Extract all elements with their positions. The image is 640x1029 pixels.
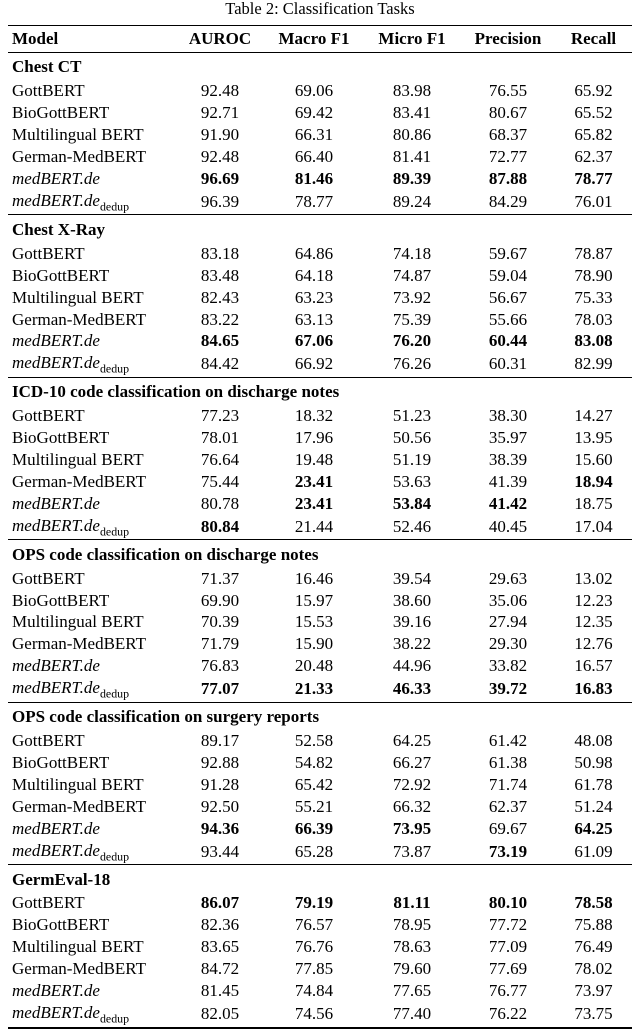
metric-value: 92.48: [200, 81, 240, 101]
metric-value: 83.18: [200, 243, 240, 263]
metric-value: 75.39: [392, 309, 432, 329]
metric-value: 73.87: [392, 841, 432, 861]
section-title: Chest CT: [8, 52, 632, 80]
table-body: [8, 52, 632, 1027]
metric-value: 80.86: [392, 125, 432, 145]
metric-value: 81.11: [393, 893, 431, 913]
table-row: [8, 81, 632, 103]
metric-value: 71.79: [200, 634, 240, 654]
model-name: Multilingual BERT: [12, 774, 144, 794]
metric-value: 61.38: [488, 752, 528, 772]
metric-value: 76.22: [488, 1004, 528, 1024]
model-name: BioGottBERT: [12, 103, 110, 123]
table-row: [8, 353, 632, 378]
table-row: [8, 449, 632, 471]
metric-value: 63.23: [294, 287, 334, 307]
metric-value: 82.05: [200, 1004, 240, 1024]
model-name-text: medBERT.de: [12, 678, 100, 698]
table-row: [8, 103, 632, 125]
metric-value: 13.02: [574, 568, 613, 588]
metric-value: 46.33: [392, 679, 432, 699]
model-name: [8, 656, 175, 678]
table-row: [8, 678, 632, 703]
model-name: GottBERT: [12, 893, 85, 913]
table-row: [8, 406, 632, 428]
metric-value: 74.84: [294, 981, 334, 1001]
metric-value: 78.63: [392, 937, 432, 957]
metric-value: 76.83: [200, 656, 240, 676]
model-name: Multilingual BERT: [12, 450, 144, 470]
metric-value: 96.69: [200, 168, 240, 188]
metric-value: 77.23: [200, 406, 240, 426]
metric-value: 79.19: [294, 893, 334, 913]
metric-value: 92.50: [200, 796, 240, 816]
metric-value: 21.33: [294, 679, 334, 699]
table-row: [8, 331, 632, 353]
metric-value: 73.92: [392, 287, 432, 307]
metric-value: 82.36: [200, 915, 240, 935]
metric-value: 84.65: [200, 331, 240, 351]
table-row: [8, 125, 632, 147]
metric-value: 80.10: [488, 893, 528, 913]
metric-value: 81.41: [392, 147, 432, 167]
section-title: ICD-10 code classification on discharge notes: [8, 377, 632, 405]
section-header-row: [8, 52, 632, 80]
table-row: [8, 959, 632, 981]
metric-value: 70.39: [200, 612, 240, 632]
metric-value: 74.56: [294, 1004, 334, 1024]
metric-value: 78.01: [200, 428, 240, 448]
metric-value: 77.09: [488, 937, 528, 957]
metric-value: 51.23: [392, 406, 432, 426]
table-row: [8, 730, 632, 752]
metric-value: 76.20: [392, 331, 432, 351]
table-row: [8, 634, 632, 656]
metric-value: 77.07: [200, 679, 240, 699]
metric-value: 80.78: [200, 493, 240, 513]
model-name-text: medBERT.de: [12, 840, 100, 860]
section-title: GermEval-18: [8, 865, 632, 893]
metric-value: 76.57: [294, 915, 334, 935]
model-name-subscript: dedup: [99, 686, 130, 701]
metric-value: 96.39: [200, 191, 240, 211]
metric-value: 87.88: [488, 168, 528, 188]
model-name-subscript: dedup: [99, 361, 130, 376]
metric-value: 41.39: [488, 471, 528, 491]
metric-value: 52.58: [294, 731, 334, 751]
section-header-row: [8, 377, 632, 405]
metric-value: 15.60: [574, 450, 613, 470]
metric-value: 64.25: [392, 731, 432, 751]
column-header-model: Model: [12, 28, 59, 48]
metric-value: 83.41: [392, 103, 432, 123]
metric-value: 65.42: [294, 774, 334, 794]
metric-value: 68.37: [488, 125, 528, 145]
metric-value: 81.46: [294, 168, 334, 188]
metric-value: 35.97: [488, 428, 528, 448]
metric-value: 18.32: [294, 406, 334, 426]
metric-value: 84.29: [488, 191, 528, 211]
table-row: [8, 265, 632, 287]
classification-results-table: [8, 25, 632, 1029]
metric-value: 64.25: [574, 818, 613, 838]
metric-value: 56.67: [488, 287, 528, 307]
model-name: BioGottBERT: [12, 915, 110, 935]
model-name: BioGottBERT: [12, 428, 110, 448]
model-name: Multilingual BERT: [12, 937, 144, 957]
metric-value: 38.30: [488, 406, 528, 426]
model-name-text: medBERT.de: [12, 190, 100, 210]
table-row: [8, 309, 632, 331]
metric-value: 91.28: [200, 774, 240, 794]
metric-value: 52.46: [392, 516, 432, 536]
metric-value: 12.35: [574, 612, 613, 632]
table-row: [8, 981, 632, 1003]
model-name: [8, 981, 175, 1003]
metric-value: 21.44: [294, 516, 334, 536]
model-name-subscript: dedup: [99, 1011, 130, 1026]
metric-value: 55.66: [488, 309, 528, 329]
metric-value: 51.24: [574, 796, 613, 816]
metric-value: 29.63: [488, 568, 528, 588]
metric-value: 78.58: [574, 893, 613, 913]
table-row: [8, 840, 632, 865]
metric-value: 38.39: [488, 450, 528, 470]
table-row: [8, 752, 632, 774]
model-name: Multilingual BERT: [12, 125, 144, 145]
metric-value: 73.97: [574, 981, 613, 1001]
model-name-text: medBERT.de: [12, 331, 100, 351]
model-name: [8, 678, 175, 703]
metric-value: 76.26: [392, 354, 432, 374]
table-row: [8, 796, 632, 818]
model-name: German-MedBERT: [12, 959, 146, 979]
metric-value: 83.98: [392, 81, 432, 101]
metric-value: 23.41: [294, 493, 334, 513]
metric-value: 53.63: [392, 471, 432, 491]
metric-value: 41.42: [488, 493, 528, 513]
metric-value: 66.27: [392, 752, 432, 772]
metric-value: 84.72: [200, 959, 240, 979]
metric-value: 78.03: [574, 309, 613, 329]
table-row: [8, 937, 632, 959]
metric-value: 89.39: [392, 168, 432, 188]
metric-value: 63.13: [294, 309, 334, 329]
metric-value: 60.31: [488, 354, 528, 374]
metric-value: 72.92: [392, 774, 432, 794]
section-header-row: [8, 865, 632, 893]
metric-value: 86.07: [200, 893, 240, 913]
metric-value: 16.46: [294, 568, 334, 588]
metric-value: 66.39: [294, 818, 334, 838]
metric-value: 55.21: [294, 796, 334, 816]
model-name-text: medBERT.de: [12, 353, 100, 373]
model-name: GottBERT: [12, 568, 85, 588]
metric-value: 91.90: [200, 125, 240, 145]
metric-value: 15.97: [294, 590, 334, 610]
model-name-text: medBERT.de: [12, 1003, 100, 1023]
model-name-text: medBERT.de: [12, 515, 100, 535]
metric-value: 74.18: [392, 243, 432, 263]
metric-value: 89.24: [392, 191, 432, 211]
metric-value: 76.55: [488, 81, 528, 101]
table-row: [8, 471, 632, 493]
column-header-precision: Precision: [474, 28, 542, 48]
model-name: GottBERT: [12, 81, 85, 101]
column-header-auroc: AUROC: [188, 28, 252, 48]
metric-value: 51.19: [392, 450, 432, 470]
section-header-row: [8, 540, 632, 568]
metric-value: 64.86: [294, 243, 334, 263]
metric-value: 44.96: [392, 656, 432, 676]
metric-value: 77.69: [488, 959, 528, 979]
column-header-recall: Recall: [570, 28, 617, 48]
metric-value: 62.37: [488, 796, 528, 816]
metric-value: 89.17: [200, 731, 240, 751]
table-row: [8, 493, 632, 515]
metric-value: 16.83: [574, 679, 613, 699]
table-row: [8, 1003, 632, 1028]
model-name: [8, 190, 175, 215]
metric-value: 19.48: [294, 450, 334, 470]
metric-value: 72.77: [488, 147, 528, 167]
metric-value: 12.76: [574, 634, 613, 654]
model-name: [8, 515, 175, 540]
table-row: [8, 515, 632, 540]
model-name: Multilingual BERT: [12, 612, 144, 632]
model-name: [8, 168, 175, 190]
metric-value: 76.01: [574, 191, 613, 211]
model-name: GottBERT: [12, 731, 85, 751]
metric-value: 73.95: [392, 818, 432, 838]
model-name: [8, 493, 175, 515]
metric-value: 76.49: [574, 937, 613, 957]
metric-value: 74.87: [392, 265, 432, 285]
table-row: [8, 774, 632, 796]
metric-value: 61.42: [488, 731, 528, 751]
metric-value: 66.31: [294, 125, 334, 145]
metric-value: 16.57: [574, 656, 613, 676]
metric-value: 92.71: [200, 103, 240, 123]
metric-value: 80.67: [488, 103, 528, 123]
model-name: German-MedBERT: [12, 634, 146, 654]
table-row: [8, 915, 632, 937]
metric-value: 48.08: [574, 731, 613, 751]
metric-value: 18.94: [574, 471, 613, 491]
metric-value: 65.82: [574, 125, 613, 145]
model-name: Multilingual BERT: [12, 287, 144, 307]
model-name-text: medBERT.de: [12, 818, 100, 838]
metric-value: 35.06: [488, 590, 528, 610]
metric-value: 92.48: [200, 147, 240, 167]
metric-value: 92.88: [200, 752, 240, 772]
model-name: German-MedBERT: [12, 147, 146, 167]
metric-value: 17.04: [574, 516, 613, 536]
metric-value: 66.40: [294, 147, 334, 167]
column-header-macro-f1: Macro F1: [278, 28, 350, 48]
model-name: [8, 353, 175, 378]
metric-value: 15.90: [294, 634, 334, 654]
metric-value: 77.85: [294, 959, 334, 979]
metric-value: 76.76: [294, 937, 334, 957]
model-name: [8, 331, 175, 353]
model-name: GottBERT: [12, 243, 85, 263]
metric-value: 71.37: [200, 568, 240, 588]
model-name: [8, 840, 175, 865]
metric-value: 67.06: [294, 331, 334, 351]
metric-value: 61.78: [574, 774, 613, 794]
metric-value: 80.84: [200, 516, 240, 536]
metric-value: 77.40: [392, 1004, 432, 1024]
metric-value: 27.94: [488, 612, 528, 632]
model-name: BioGottBERT: [12, 265, 110, 285]
metric-value: 66.92: [294, 354, 334, 374]
metric-value: 75.44: [200, 471, 240, 491]
model-name: [8, 818, 175, 840]
model-name: BioGottBERT: [12, 752, 110, 772]
metric-value: 73.19: [488, 841, 528, 861]
table-row: [8, 893, 632, 915]
metric-value: 81.45: [200, 981, 240, 1001]
section-header-row: [8, 215, 632, 243]
metric-value: 73.75: [574, 1004, 613, 1024]
table-row: [8, 168, 632, 190]
metric-value: 53.84: [392, 493, 432, 513]
metric-value: 12.23: [574, 590, 613, 610]
metric-value: 71.74: [488, 774, 528, 794]
table-row: [8, 287, 632, 309]
metric-value: 78.90: [574, 265, 613, 285]
metric-value: 50.98: [574, 752, 613, 772]
table-row: [8, 146, 632, 168]
metric-value: 38.22: [392, 634, 432, 654]
metric-value: 75.33: [574, 287, 613, 307]
metric-value: 77.72: [488, 915, 528, 935]
header-row: [8, 25, 632, 52]
metric-value: 38.60: [392, 590, 432, 610]
section-title: Chest X-Ray: [8, 215, 632, 243]
model-name-text: medBERT.de: [12, 493, 100, 513]
column-header-micro-f1: Micro F1: [378, 28, 446, 48]
metric-value: 82.43: [200, 287, 240, 307]
metric-value: 50.56: [392, 428, 432, 448]
metric-value: 69.67: [488, 818, 528, 838]
metric-value: 61.09: [574, 841, 613, 861]
model-name-text: medBERT.de: [12, 656, 100, 676]
metric-value: 23.41: [294, 471, 334, 491]
section-title: OPS code classification on discharge notes: [8, 540, 632, 568]
metric-value: 17.96: [294, 428, 334, 448]
metric-value: 65.52: [574, 103, 613, 123]
metric-value: 66.32: [392, 796, 432, 816]
model-name-text: medBERT.de: [12, 168, 100, 188]
table-row: [8, 568, 632, 590]
model-name: [8, 1003, 175, 1028]
table-row: [8, 612, 632, 634]
metric-value: 39.16: [392, 612, 432, 632]
metric-value: 13.95: [574, 428, 613, 448]
model-name-subscript: dedup: [99, 849, 130, 864]
model-name: German-MedBERT: [12, 309, 146, 329]
metric-value: 77.65: [392, 981, 432, 1001]
metric-value: 65.92: [574, 81, 613, 101]
metric-value: 39.54: [392, 568, 432, 588]
metric-value: 83.22: [200, 309, 240, 329]
metric-value: 15.53: [294, 612, 334, 632]
metric-value: 83.65: [200, 937, 240, 957]
table-row: [8, 190, 632, 215]
table-row: [8, 428, 632, 450]
metric-value: 83.08: [574, 331, 613, 351]
metric-value: 78.95: [392, 915, 432, 935]
metric-value: 76.64: [200, 450, 240, 470]
metric-value: 29.30: [488, 634, 528, 654]
metric-value: 64.18: [294, 265, 334, 285]
metric-value: 76.77: [488, 981, 528, 1001]
metric-value: 83.48: [200, 265, 240, 285]
model-name: GottBERT: [12, 406, 85, 426]
metric-value: 75.88: [574, 915, 613, 935]
metric-value: 69.06: [294, 81, 334, 101]
metric-value: 54.82: [294, 752, 334, 772]
metric-value: 60.44: [488, 331, 528, 351]
section-title: OPS code classification on surgery reports: [8, 702, 632, 730]
model-name-text: medBERT.de: [12, 981, 100, 1001]
metric-value: 39.72: [488, 679, 528, 699]
model-name: German-MedBERT: [12, 796, 146, 816]
metric-value: 18.75: [574, 493, 613, 513]
metric-value: 69.90: [200, 590, 240, 610]
table-row: [8, 243, 632, 265]
model-name-subscript: dedup: [99, 199, 130, 214]
metric-value: 78.02: [574, 959, 613, 979]
metric-value: 20.48: [294, 656, 334, 676]
model-name: BioGottBERT: [12, 590, 110, 610]
table-row: [8, 590, 632, 612]
table-row: [8, 818, 632, 840]
metric-value: 82.99: [574, 354, 613, 374]
model-name-subscript: dedup: [99, 524, 130, 539]
table-row: [8, 656, 632, 678]
metric-value: 93.44: [200, 841, 240, 861]
metric-value: 59.67: [488, 243, 528, 263]
metric-value: 33.82: [488, 656, 528, 676]
metric-value: 79.60: [392, 959, 432, 979]
table-caption: Table 2: Classification Tasks: [225, 0, 415, 18]
metric-value: 94.36: [200, 818, 240, 838]
metric-value: 59.04: [488, 265, 528, 285]
metric-value: 78.87: [574, 243, 613, 263]
metric-value: 78.77: [294, 191, 334, 211]
metric-value: 78.77: [574, 168, 613, 188]
model-name: German-MedBERT: [12, 471, 146, 491]
metric-value: 84.42: [200, 354, 240, 374]
metric-value: 62.37: [574, 147, 613, 167]
metric-value: 40.45: [488, 516, 528, 536]
metric-value: 14.27: [574, 406, 613, 426]
metric-value: 69.42: [294, 103, 334, 123]
section-header-row: [8, 702, 632, 730]
metric-value: 65.28: [294, 841, 334, 861]
